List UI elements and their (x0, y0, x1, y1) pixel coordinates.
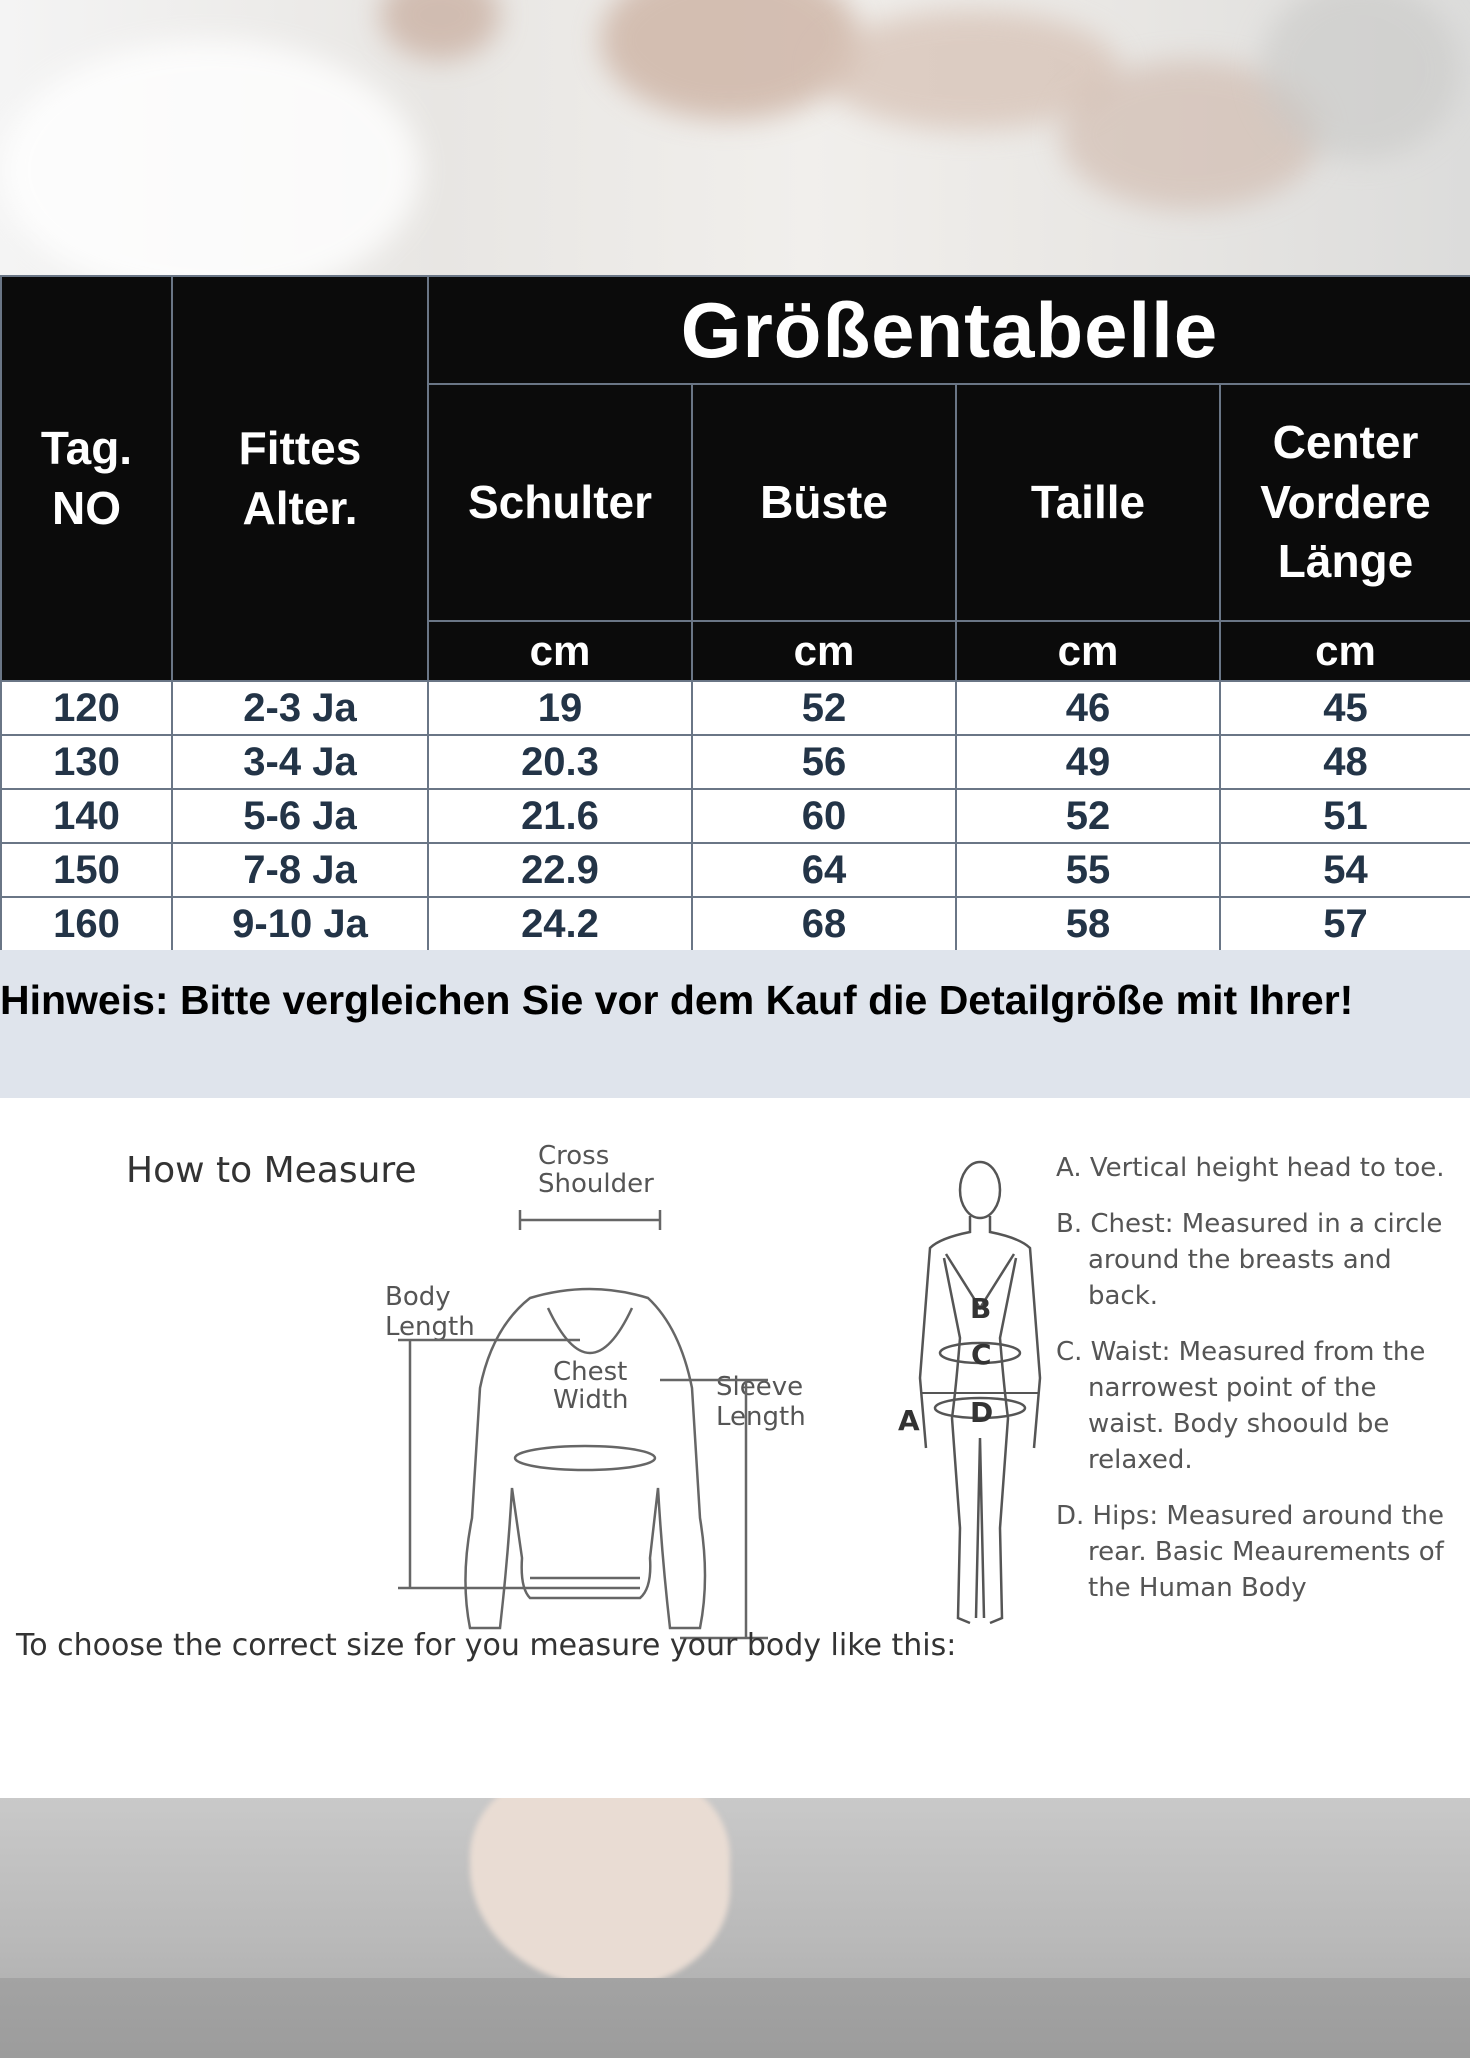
cell-laenge: 57 (1220, 897, 1470, 951)
cell-alter: 9-10 Ja (172, 897, 428, 951)
body-length-label: Body Length (385, 1282, 475, 1342)
measurement-legend (1056, 1150, 1456, 1626)
legend-item: D. Hips: Measured around the rear. Basic Meaurements of the Human Body (1056, 1501, 1445, 1603)
unit-cm: cm (956, 621, 1220, 681)
cell-tag: 120 (1, 681, 172, 735)
cell-bueste: 68 (692, 897, 956, 951)
cell-taille: 55 (956, 843, 1220, 897)
cell-tag: 160 (1, 897, 172, 951)
cell-laenge: 48 (1220, 735, 1470, 789)
header-schulter: Schulter (428, 384, 692, 621)
table-row (1, 897, 1470, 951)
figure-label-b: B (970, 1292, 992, 1325)
cell-taille: 52 (956, 789, 1220, 843)
how-to-measure-title: How to Measure (126, 1150, 417, 1191)
cell-taille: 49 (956, 735, 1220, 789)
cell-schulter: 24.2 (428, 897, 692, 951)
size-table (0, 275, 1470, 950)
cell-schulter: 21.6 (428, 789, 692, 843)
how-to-measure-panel (0, 1098, 1470, 1798)
cell-laenge: 54 (1220, 843, 1470, 897)
cell-alter: 5-6 Ja (172, 789, 428, 843)
cell-bueste: 60 (692, 789, 956, 843)
unit-cm: cm (428, 621, 692, 681)
header-laenge: Center Vordere Länge (1220, 384, 1470, 621)
instruction-text: To choose the correct size for you measure your body like this: (16, 1628, 957, 1663)
header-taille: Taille (956, 384, 1220, 621)
cell-schulter: 22.9 (428, 843, 692, 897)
note-banner (0, 950, 1470, 1098)
cell-laenge: 45 (1220, 681, 1470, 735)
cross-shoulder-label: Cross Shoulder (538, 1141, 654, 1199)
header-tag-no: Tag. NO (1, 276, 172, 681)
figure-label-d: D (970, 1396, 994, 1429)
table-title: Größentabelle (428, 276, 1470, 384)
unit-cm: cm (692, 621, 956, 681)
table-row (1, 843, 1470, 897)
cell-bueste: 64 (692, 843, 956, 897)
note-text: Hinweis: Bitte vergleichen Sie vor dem Kauf die Detailgröße mit Ihrer! (0, 977, 1354, 1023)
chest-width-label: Chest Width (553, 1357, 629, 1415)
header-bueste: Büste (692, 384, 956, 621)
unit-cm: cm (1220, 621, 1470, 681)
figure-label-c: C (971, 1338, 992, 1371)
legend-item: A. Vertical height head to toe. (1056, 1153, 1445, 1183)
cell-taille: 46 (956, 681, 1220, 735)
cell-bueste: 52 (692, 681, 956, 735)
header-fittes-alter: Fittes Alter. (172, 276, 428, 681)
cell-alter: 3-4 Ja (172, 735, 428, 789)
cell-tag: 150 (1, 843, 172, 897)
cell-taille: 58 (956, 897, 1220, 951)
table-row (1, 735, 1470, 789)
bottom-photo (0, 1798, 1470, 2058)
cell-laenge: 51 (1220, 789, 1470, 843)
legend-item: C. Waist: Measured from the narrowest point of the waist. Body shoould be relaxed. (1056, 1337, 1426, 1475)
figure-label-a: A (898, 1404, 920, 1437)
cell-schulter: 19 (428, 681, 692, 735)
cell-alter: 2-3 Ja (172, 681, 428, 735)
table-row (1, 681, 1470, 735)
sleeve-length-label: Sleeve Length (716, 1372, 806, 1432)
cell-alter: 7-8 Ja (172, 843, 428, 897)
legend-item: B. Chest: Measured in a circle around the breasts and back. (1056, 1209, 1443, 1311)
sweater-diagram-icon (380, 1158, 800, 1658)
cell-tag: 140 (1, 789, 172, 843)
cell-schulter: 20.3 (428, 735, 692, 789)
table-row (1, 789, 1470, 843)
cell-bueste: 56 (692, 735, 956, 789)
cell-tag: 130 (1, 735, 172, 789)
top-photo (0, 0, 1470, 275)
